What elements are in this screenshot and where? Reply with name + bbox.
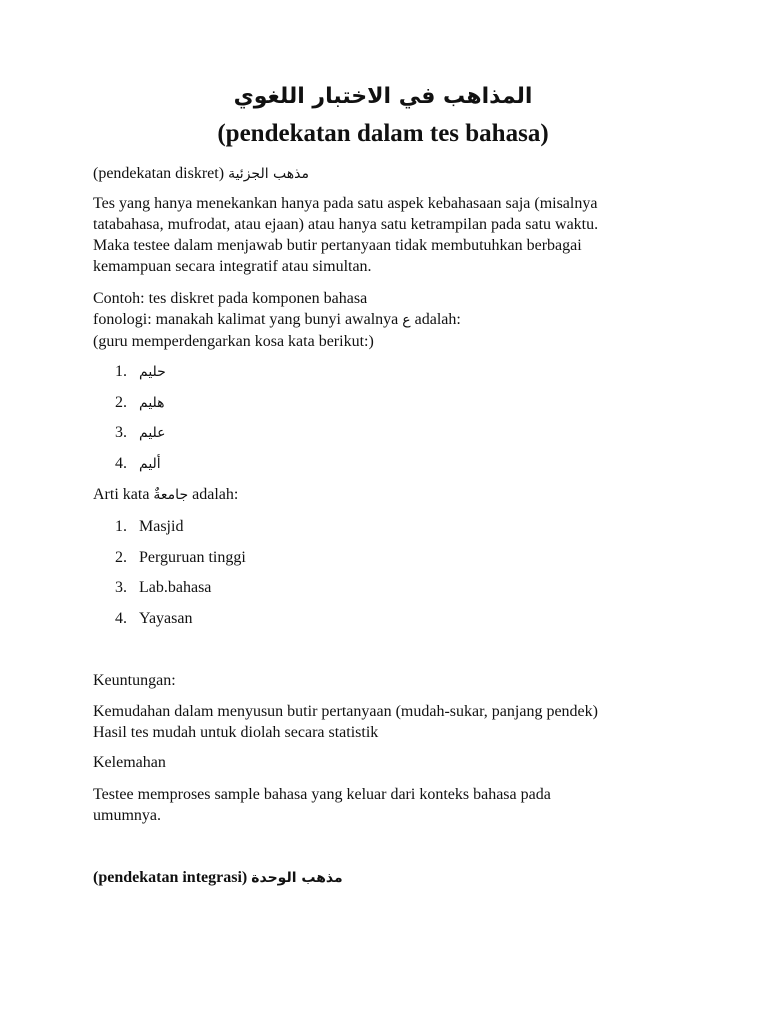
section-heading-arabic: مذهب الجزئية <box>228 166 310 182</box>
phonology-options-list <box>115 361 166 483</box>
advantages-line: Kemudahan dalam menyusun butir pertanyaan (mudah-sukar, panjang pendek) <box>93 703 598 720</box>
description-paragraph <box>93 193 678 277</box>
title-indonesian: (pendekatan dalam tes bahasa) <box>217 120 549 147</box>
vocab-question <box>93 484 238 506</box>
section-heading-integration <box>93 867 343 889</box>
list-item: 1. حليم <box>115 363 166 380</box>
list-item: 4. أليم <box>115 454 161 472</box>
option-text: أليم <box>139 455 161 472</box>
option-text: عليم <box>139 425 166 441</box>
list-item: 2. هليم <box>115 393 165 411</box>
option-text: Yayasan <box>139 609 193 627</box>
list-item: 4. Yayasan <box>115 609 193 627</box>
description-line: Maka testee dalam menjawab butir pertanyaan tidak membutuhkan berbagai <box>93 237 582 254</box>
section-heading-latin: (pendekatan diskret) <box>93 165 225 182</box>
section-heading-arabic: مذهب الوحدة <box>251 870 343 886</box>
vocab-question-text: Arti kata <box>93 486 150 503</box>
advantages-paragraph <box>93 701 678 743</box>
list-item: 3. Lab.bahasa <box>115 579 212 596</box>
list-item: 3. عليم <box>115 424 166 441</box>
disadvantages-paragraph <box>93 784 678 826</box>
vocab-options-list <box>115 516 246 638</box>
advantages-line: Hasil tes mudah untuk diolah secara statistik <box>93 724 379 741</box>
option-text: Masjid <box>139 518 184 535</box>
example-line: Contoh: tes diskret pada komponen bahasa <box>93 290 368 307</box>
example-block <box>93 288 678 352</box>
example-arabic-letter: ع <box>402 312 411 328</box>
option-text: Perguruan tinggi <box>139 548 246 566</box>
example-text: fonologi: manakah kalimat yang bunyi awalnya <box>93 311 399 328</box>
description-line: tatabahasa, mufrodat, atau ejaan) atau hanya satu ketrampilan pada satu waktu. <box>93 216 599 233</box>
disadvantages-label: Kelemahan <box>93 754 166 771</box>
example-line: (guru memperdengarkan kosa kata berikut:) <box>93 333 374 350</box>
vocab-question-arabic: جامعةٌ <box>153 487 189 503</box>
advantages-label: Keuntungan: <box>93 672 176 689</box>
vocab-question-text: adalah: <box>192 486 239 503</box>
disadvantages-line: umumnya. <box>93 807 161 824</box>
section-heading-discrete <box>93 163 309 185</box>
list-item: 1. Masjid <box>115 518 184 535</box>
option-text: Lab.bahasa <box>139 579 212 596</box>
section-heading-latin: (pendekatan integrasi) <box>93 869 248 886</box>
example-line <box>93 309 678 331</box>
option-text: هليم <box>139 394 165 411</box>
description-line: kemampuan secara integratif atau simultan. <box>93 258 372 275</box>
list-item: 2. Perguruan tinggi <box>115 548 246 566</box>
description-line: Tes yang hanya menekankan hanya pada satu aspek kebahasaan saja (misalnya <box>93 195 598 212</box>
disadvantages-line: Testee memproses sample bahasa yang keluar dari konteks bahasa pada <box>93 786 551 803</box>
option-text: حليم <box>139 364 166 380</box>
example-text: adalah: <box>414 311 461 328</box>
title-arabic: المذاهب في الاختبار اللغوي <box>233 84 533 109</box>
